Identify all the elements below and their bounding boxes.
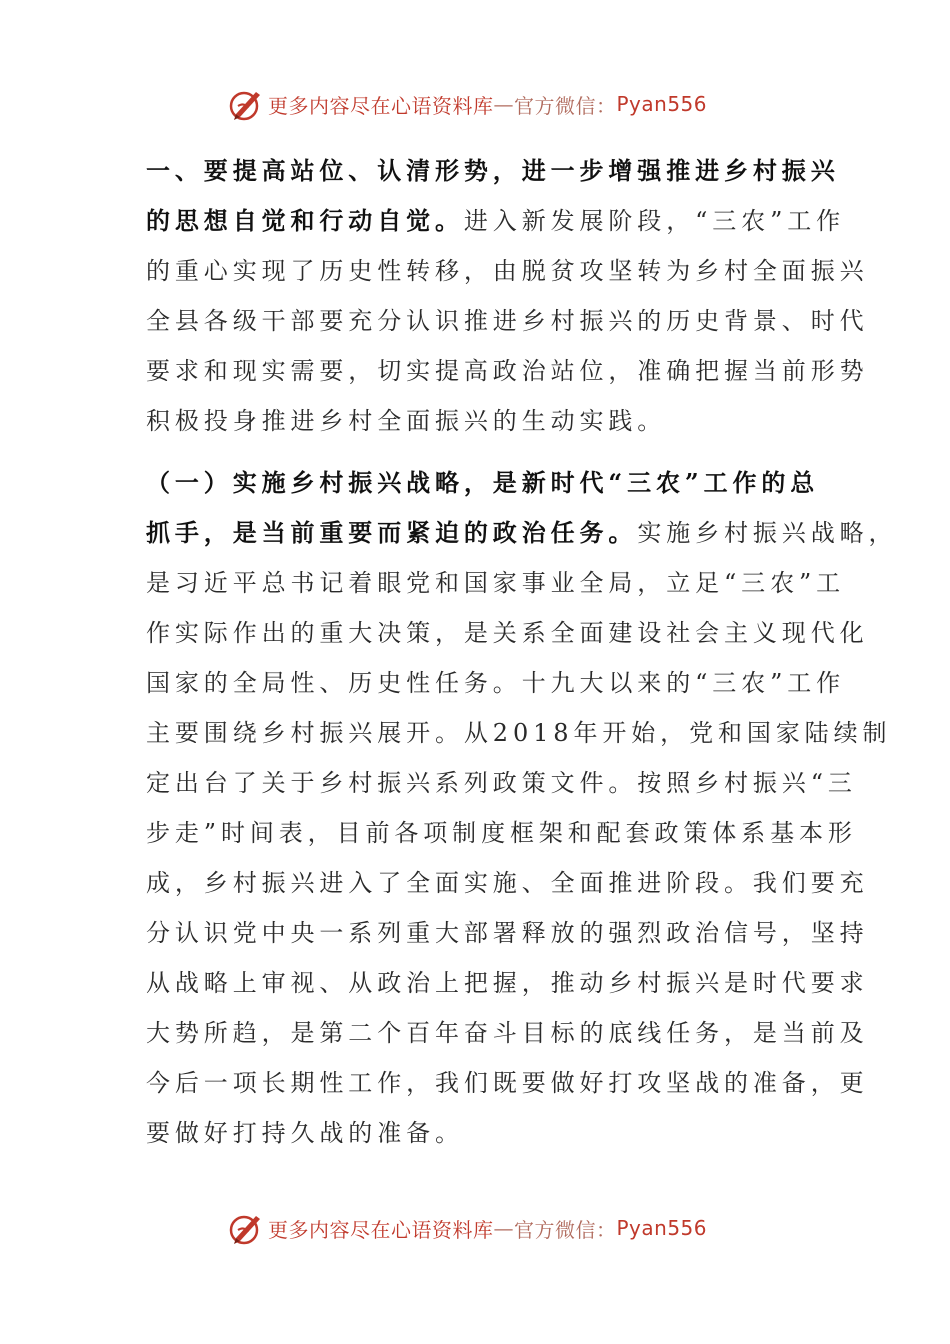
body-text: 要做好打持久战的准备。 bbox=[146, 1119, 464, 1147]
body-text: 国家的全局性、历史性任务。十九大以来的“三农”工作 bbox=[146, 669, 846, 697]
text-line bbox=[146, 966, 869, 1000]
text-line bbox=[146, 204, 845, 238]
body-text: 的重心实现了历史性转移，由脱贫攻坚转为乡村全面振兴 bbox=[146, 257, 869, 285]
body-text: 定出台了关于乡村振兴系列政策文件。按照乡村振兴“三 bbox=[146, 769, 857, 797]
banner-main-text: 更多内容尽在心语资料库 bbox=[268, 1217, 494, 1242]
bold-heading: 一、要提高站位、认清形势，进一步增强推进乡村振兴 bbox=[146, 156, 840, 185]
body-text: 大势所趋，是第二个百年奋斗目标的底线任务，是当前及 bbox=[146, 1019, 869, 1047]
text-line bbox=[146, 354, 869, 388]
body-text: 主要围绕乡村振兴展开。从2018年开始，党和国家陆续制 bbox=[146, 719, 892, 747]
text-line bbox=[146, 666, 845, 700]
text-line bbox=[146, 154, 840, 188]
bold-heading: 抓手，是当前重要而紧迫的政治任务。 bbox=[146, 518, 638, 547]
text-line bbox=[146, 616, 869, 650]
text-line bbox=[146, 404, 666, 438]
body-text: 全县各级干部要充分认识推进乡村振兴的历史背景、时代 bbox=[146, 307, 869, 335]
banner-wechat-label: 官方微信： bbox=[514, 93, 617, 118]
pen-logo-icon bbox=[226, 1208, 266, 1248]
bold-heading: 的思想自觉和行动自觉。 bbox=[146, 206, 464, 235]
banner-wechat-id: Pyan556 bbox=[616, 1216, 708, 1240]
banner-wechat-label: 官方微信： bbox=[514, 1217, 617, 1242]
text-line bbox=[146, 566, 845, 600]
pen-logo-icon bbox=[226, 84, 266, 124]
text-line bbox=[146, 1116, 464, 1150]
body-text: 积极投身推进乡村全面振兴的生动实践。 bbox=[146, 407, 667, 435]
banner-wechat-id: Pyan556 bbox=[616, 92, 708, 116]
banner-main-text: 更多内容尽在心语资料库 bbox=[268, 93, 494, 118]
text-line bbox=[146, 1066, 869, 1100]
text-line bbox=[146, 1016, 869, 1050]
body-text: 从战略上审视、从政治上把握，推动乡村振兴是时代要求 bbox=[146, 969, 869, 997]
text-line bbox=[146, 916, 869, 950]
text-line bbox=[146, 866, 869, 900]
banner-separator: — bbox=[493, 92, 514, 116]
bold-heading: （一）实施乡村振兴战略，是新时代“三农”工作的总 bbox=[146, 468, 820, 497]
text-line bbox=[146, 816, 857, 850]
body-text: 是习近平总书记着眼党和国家事业全局，立足“三农”工 bbox=[146, 569, 846, 597]
body-text: 作实际作出的重大决策，是关系全面建设社会主义现代化 bbox=[146, 619, 869, 647]
text-line bbox=[146, 516, 897, 550]
body-text: 进入新发展阶段，“三农”工作 bbox=[463, 207, 846, 235]
body-text: 实施乡村振兴战略， bbox=[637, 519, 898, 547]
footer-banner bbox=[0, 1206, 950, 1250]
text-line bbox=[146, 254, 869, 288]
body-text: 步走”时间表，目前各项制度框架和配套政策体系基本形 bbox=[146, 819, 857, 847]
body-text: 要求和现实需要，切实提高政治站位，准确把握当前形势 bbox=[146, 357, 869, 385]
body-text: 成，乡村振兴进入了全面实施、全面推进阶段。我们要充 bbox=[146, 869, 869, 897]
body-text: 今后一项长期性工作，我们既要做好打攻坚战的准备，更 bbox=[146, 1069, 869, 1097]
body-text: 分认识党中央一系列重大部署释放的强烈政治信号，坚持 bbox=[146, 919, 869, 947]
text-line bbox=[146, 466, 819, 500]
text-line bbox=[146, 304, 869, 338]
text-line bbox=[146, 766, 857, 800]
header-banner bbox=[0, 82, 950, 126]
text-line bbox=[146, 716, 891, 750]
banner-separator: — bbox=[493, 1216, 514, 1240]
